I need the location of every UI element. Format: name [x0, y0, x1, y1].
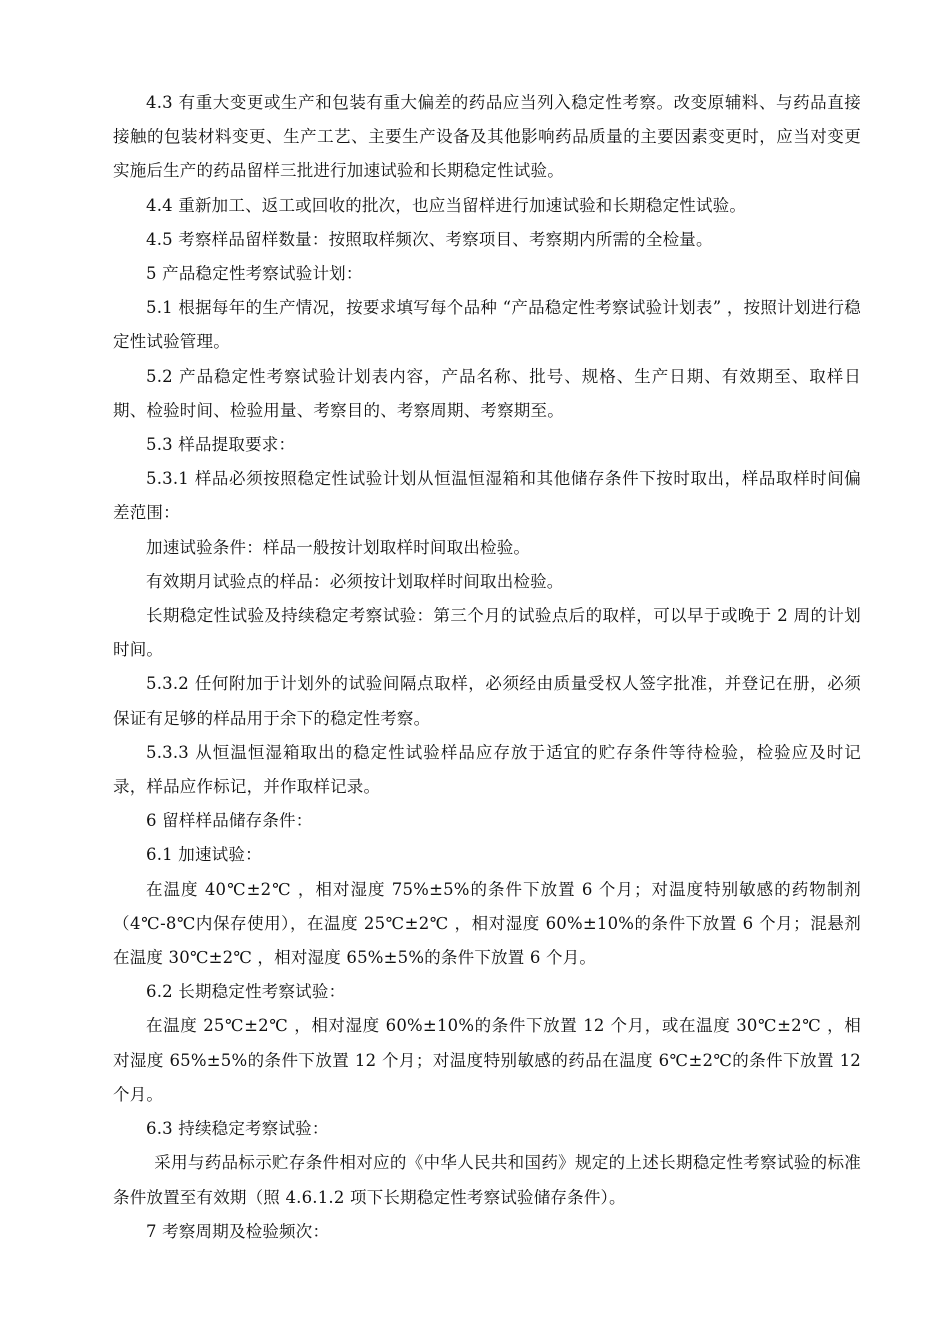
section-heading-7: 7 考察周期及检验频次： — [146, 1221, 330, 1241]
subsection-heading-6-1: 6.1 加速试验： — [146, 845, 262, 865]
paragraph-5-3-3: 5.3.3 从恒温恒湿箱取出的稳定性试验样品应存放于适宜的贮存条件等待检验，检验应及时记录，样品应作标记，并作取样记录。 — [113, 742, 861, 797]
section-heading-5: 5 产品稳定性考察试验计划： — [146, 264, 363, 284]
paragraph-6-2-conditions: 在温度 25℃±2℃ ，相对湿度 60%±10%的条件下放置 12 个月，或在温度 30℃±2℃ ，相对湿度 65%±5%的条件下放置 12 个月；对温度特别敏感的药品在温度 6℃±2℃的条件下放置 12 个月。 — [113, 1016, 861, 1104]
paragraph-5-3-1: 5.3.1 样品必须按照稳定性试验计划从恒温恒湿箱和其他储存条件下按时取出，样品取样时间偏差范围： — [113, 469, 861, 523]
paragraph-5-1: 5.1 根据每年的生产情况，按要求填写每个品种 “产品稳定性考察试验计划表” ，按照计划进行稳定性试验管理。 — [113, 298, 861, 352]
paragraph-expiry-sample: 有效期月试验点的样品：必须按计划取样时间取出检验。 — [146, 571, 564, 591]
paragraph-long-term-sampling: 长期稳定性试验及持续稳定考察试验：第三个月的试验点后的取样，可以早于或晚于 2 周的计划时间。 — [113, 606, 861, 660]
paragraph-6-1-conditions: 在温度 40℃±2℃ ，相对湿度 75%±5%的条件下放置 6 个月；对温度特别敏感的药物制剂（4℃-8℃内保存使用），在温度 25℃±2℃ ，相对湿度 60%±10%的条件下放置 6 个月；混悬剂在温度 30℃±2℃ ，相对湿度 65%±5%的条件下放置 6 个月。 — [113, 879, 861, 968]
subsection-heading-5-3: 5.3 样品提取要求： — [146, 435, 296, 455]
paragraph-5-2: 5.2 产品稳定性考察试验计划表内容，产品名称、批号、规格、生产日期、有效期至、取样日期、检验时间、检验用量、考察目的、考察周期、考察期至。 — [113, 366, 861, 420]
paragraph-4-3: 4.3 有重大变更或生产和包装有重大偏差的药品应当列入稳定性考察。改变原辅料、与药品直接接触的包装材料变更、生产工艺、主要生产设备及其他影响药品质量的主要因素变更时，应当对变更实施后生产的药品留样三批进行加速试验和长期稳定性试验。 — [113, 93, 861, 181]
paragraph-4-4: 4.4 重新加工、返工或回收的批次，也应当留样进行加速试验和长期稳定性试验。 — [146, 195, 747, 215]
document-body — [113, 86, 861, 1249]
section-heading-6: 6 留样样品储存条件： — [146, 811, 313, 831]
paragraph-4-5: 4.5 考察样品留样数量：按照取样频次、考察项目、考察期内所需的全检量。 — [146, 229, 713, 249]
paragraph-accelerated-condition: 加速试验条件：样品一般按计划取样时间取出检验。 — [146, 537, 531, 557]
subsection-heading-6-2: 6.2 长期稳定性考察试验： — [146, 982, 346, 1002]
paragraph-6-3-conditions: 采用与药品标示贮存条件相对应的《中华人民共和国药》规定的上述长期稳定性考察试验的标准条件放置至有效期（照 4.6.1.2 项下长期稳定性考察试验储存条件）。 — [113, 1153, 861, 1207]
paragraph-5-3-2: 5.3.2 任何附加于计划外的试验间隔点取样，必须经由质量受权人签字批准，并登记在册，必须保证有足够的样品用于余下的稳定性考察。 — [113, 674, 861, 728]
subsection-heading-6-3: 6.3 持续稳定考察试验： — [146, 1119, 329, 1139]
